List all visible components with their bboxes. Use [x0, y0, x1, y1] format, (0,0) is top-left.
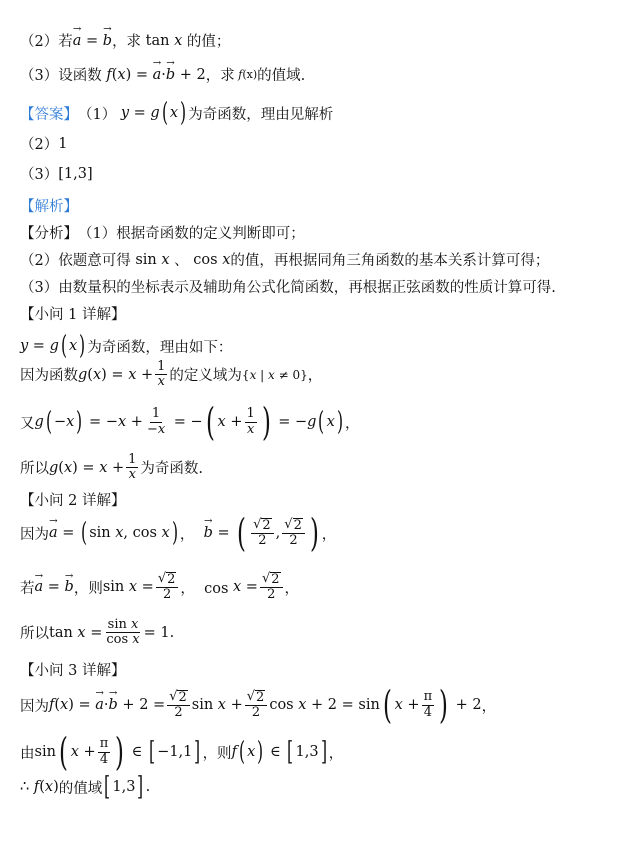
fenxi-1: 【分析】 （1）根据奇函数的定义判断即可； — [20, 226, 305, 242]
fenxi-3: （3）由数量积的坐标表示及辅助角公式化简函数，再根据正弦函数的性质计算可得. — [20, 280, 556, 296]
answer-3: （3） [1,3] — [20, 165, 93, 183]
answer-1: 【答案】 （1） y = g ( x ) 为奇函数，理由见解析 — [20, 98, 334, 128]
s3-head: 【小问 3 详解】 — [20, 663, 126, 679]
s2-head: 【小问 2 详解】 — [20, 493, 126, 509]
s1-head: 【小问 1 详解】 — [20, 307, 126, 323]
s3-line1: 因为 f ( x ) = → a · → b + 2 = √ 2 2 sin x + √ 2 2 cos x + 2 = sin ( x + $\frac{\pi}{4}$ ) + 2 ， — [20, 686, 496, 724]
question-3: （3） 设函数 f ( x ) = → a · → b + 2 ，求 f (x) 的值域. — [20, 64, 305, 85]
s3-line3: ∴ f ( x ) 的值域 [ 1,3 ] . — [20, 772, 151, 802]
s1-line3: 又 g ( − x ) = − x + $\frac{1}{-x}$ = − ( x + $\frac{1}{x}$ ) = − g ( x ) ， — [20, 400, 360, 444]
s3-line2: 由 sin ( x + $\frac{\pi}{4}$ ) ∈ [ −1,1 ] ，则 f ( x ) ∈ [ 1,3 ] ， — [20, 730, 344, 774]
s2-line1: 因为 → a = ( sin x , cos x ) ， → b = ( √ 2 2 , √ 2 2 ) ， — [20, 514, 336, 552]
s1-line4: 所以 g ( x ) = x + $\frac{1}{x}$ 为奇函数. — [20, 452, 204, 483]
question-2: （2） 若 → a = → b ，求 tan x 的值； — [20, 30, 230, 51]
fenxi-2: （2）依题意可得 sin x 、 cos x 的值，再根据同角三角函数的基本关系计算可得； — [20, 251, 550, 269]
s1-line2: 因为函数 g ( x ) = x + $\frac{1}{x}$ 的定义域为 {x | x ≠ 0} ， — [20, 359, 323, 390]
s2-line3: 所以 tan x = $\frac{\text{sin x}}{\text{cos x}}$ = 1 . — [20, 617, 175, 648]
s1-line1: y = g ( x ) 为奇函数，理由如下： — [20, 331, 233, 361]
answer-2: （2） 1 — [20, 135, 68, 153]
analysis-tag: 【解析】 — [20, 199, 78, 215]
s2-line2: 若 → a = → b ，则 sin x = √ 2 2 ， cos x = √ 2 2 ， — [20, 572, 299, 603]
answer-tag: 【答案】 — [20, 106, 78, 123]
